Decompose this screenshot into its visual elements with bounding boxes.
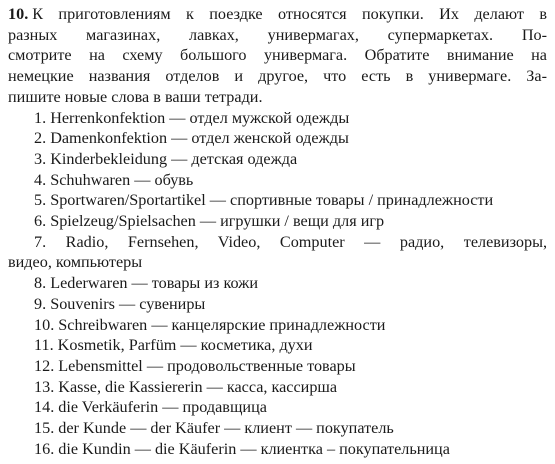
- intro-line: [8, 4, 547, 25]
- exercise-number: 10.: [8, 5, 29, 23]
- intro-line: разных магазинах, лавках, универмагах, супермаркетах. По-: [8, 25, 547, 44]
- vocabulary-item: 6. Spielzeug/Spielsachen — игрушки / вещи для игр: [34, 212, 385, 231]
- vocabulary-item: 15. der Kunde — der Käufer — клиент — покупатель: [34, 419, 394, 438]
- intro-line: смотрите на схему большого универмага. Обратите внимание на: [8, 46, 547, 65]
- vocabulary-item: 10. Schreibwaren — канцелярские принадлежности: [34, 315, 386, 334]
- vocabulary-item: 12. Lebensmittel — продовольственные товары: [34, 356, 356, 375]
- vocabulary-item: 3. Kinderbekleidung — детская одежда: [34, 149, 298, 168]
- vocabulary-item: 14. die Verkäuferin — продавщица: [34, 398, 267, 417]
- vocabulary-item: 9. Souvenirs — сувениры: [34, 294, 206, 313]
- intro-line: пишите новые слова в ваши тетради.: [8, 87, 263, 106]
- vocabulary-item: 16. die Kundin — die Käuferin — клиентка – покупательница: [34, 439, 450, 458]
- vocabulary-list: [8, 108, 547, 460]
- vocabulary-item: 5. Sportwaren/Sportartikel — спортивные товары / принадлежности: [34, 191, 494, 210]
- vocabulary-item: 11. Kosmetik, Parfüm — косметика, духи: [34, 336, 313, 355]
- vocabulary-item: 4. Schuhwaren — обувь: [34, 170, 194, 189]
- intro-line-text: К приготовлениям к поездке относятся покупки. Их делают в: [32, 5, 547, 23]
- vocabulary-item: 8. Lederwaren — товары из кожи: [34, 274, 259, 293]
- vocabulary-item-continuation: видео, компьютеры: [8, 253, 143, 272]
- vocabulary-item-line: 7. Radio, Fernsehen, Video, Computer — радио, телевизоры,: [34, 232, 547, 251]
- vocabulary-item: [8, 232, 547, 273]
- vocabulary-item: 2. Damenkonfektion — отдел женской одежды: [34, 129, 349, 148]
- vocabulary-item: 1. Herrenkonfektion — отдел мужской одежды: [34, 108, 350, 127]
- vocabulary-item: 13. Kasse, die Kassiererin — касса, кассирша: [34, 377, 338, 396]
- exercise-intro: [8, 4, 547, 108]
- intro-line: немецкие названия отделов и другое, что есть в универмаге. За-: [8, 67, 547, 86]
